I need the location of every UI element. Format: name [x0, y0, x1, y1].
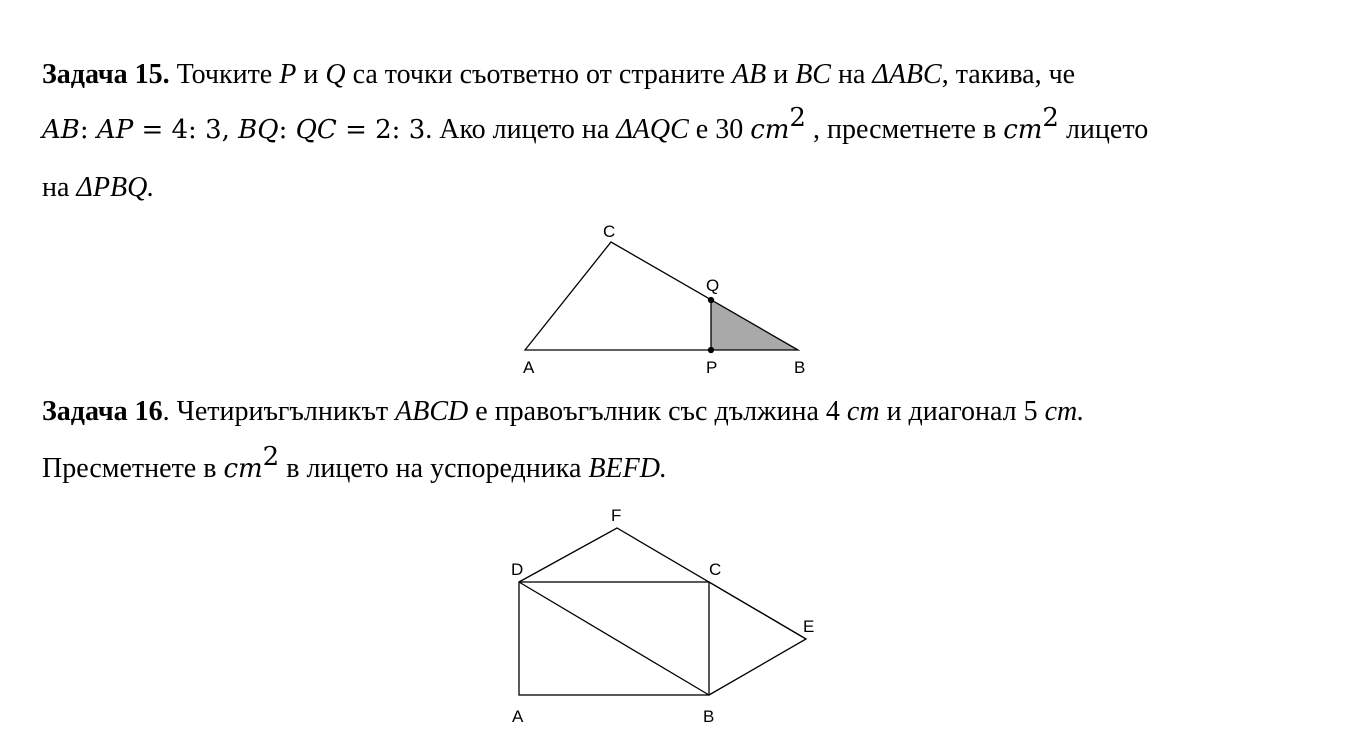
text: лицето — [1058, 114, 1149, 145]
math-BC: BC — [795, 59, 831, 90]
text: и — [296, 59, 326, 90]
label-B: B — [794, 358, 806, 377]
text: на — [42, 172, 77, 203]
math-cm: cm — [1003, 115, 1043, 145]
label-B: B — [703, 707, 715, 726]
text: , такива, че — [941, 59, 1076, 90]
math-exponent: 2 — [1042, 103, 1059, 133]
math-AB: AB — [42, 115, 80, 145]
math-cm: cm — [750, 115, 790, 145]
label-D: D — [511, 560, 524, 579]
point-q — [709, 298, 714, 303]
math-cm: cm — [846, 396, 880, 427]
math-exponent: 2 — [262, 442, 280, 472]
figure-triangle-abc — [525, 242, 798, 353]
text: на — [830, 59, 873, 90]
label-F: F — [611, 506, 622, 525]
text: , пресметнете в — [805, 114, 1004, 145]
label-P: P — [706, 358, 718, 377]
math-exponent: 2 — [789, 103, 806, 133]
diagonal-db — [519, 582, 709, 695]
math-colon: : — [278, 115, 296, 145]
label-A: A — [523, 358, 535, 377]
math-QC: QC — [295, 115, 337, 145]
text: . Четириъгълникът — [162, 396, 396, 427]
point-p — [709, 348, 714, 353]
math-triangle-PBQ: ΔPBQ. — [76, 172, 155, 203]
text: в лицето на успоредника — [279, 453, 589, 484]
text: и — [766, 59, 796, 90]
text: и диагонал 5 — [879, 396, 1045, 427]
math-AB: AB — [731, 59, 767, 90]
label-A: A — [512, 707, 524, 726]
math-BQ: BQ — [238, 115, 279, 145]
label-Q: Q — [706, 276, 720, 295]
text: Пресметнете в — [42, 453, 224, 484]
math-cm: cm — [223, 454, 263, 484]
problem16-heading: Задача 16 — [42, 396, 163, 427]
math-triangle-ABC: ΔABC — [872, 59, 942, 90]
segment-ce — [709, 582, 806, 639]
text: е 30 — [688, 114, 751, 145]
math-parallelogram-BEFD: BEFD. — [588, 453, 667, 484]
math-ABCD: ABCD — [395, 396, 469, 427]
figure-rectangle-abcd — [519, 528, 806, 695]
math-colon: : — [79, 115, 97, 145]
math-triangle-AQC: ΔAQC — [616, 114, 689, 145]
math-AP: AP — [96, 115, 134, 145]
label-C: C — [603, 222, 616, 241]
parallelogram-befd — [519, 528, 806, 695]
text: Точките — [169, 59, 280, 90]
problem15-heading: Задача 15. — [42, 59, 170, 90]
text: са точки съответно от страните — [345, 59, 732, 90]
math-ratio: = 2: 3 — [336, 115, 426, 145]
math-cm: cm. — [1044, 396, 1085, 427]
math-Q: Q — [325, 59, 346, 90]
label-E: E — [803, 617, 815, 636]
text: . Ако лицето на — [425, 114, 617, 145]
math-P: P — [279, 59, 297, 90]
text: е правоъгълник със дължина 4 — [468, 396, 847, 427]
label-C: C — [709, 560, 722, 579]
math-ratio: = 4: 3, — [133, 115, 239, 145]
